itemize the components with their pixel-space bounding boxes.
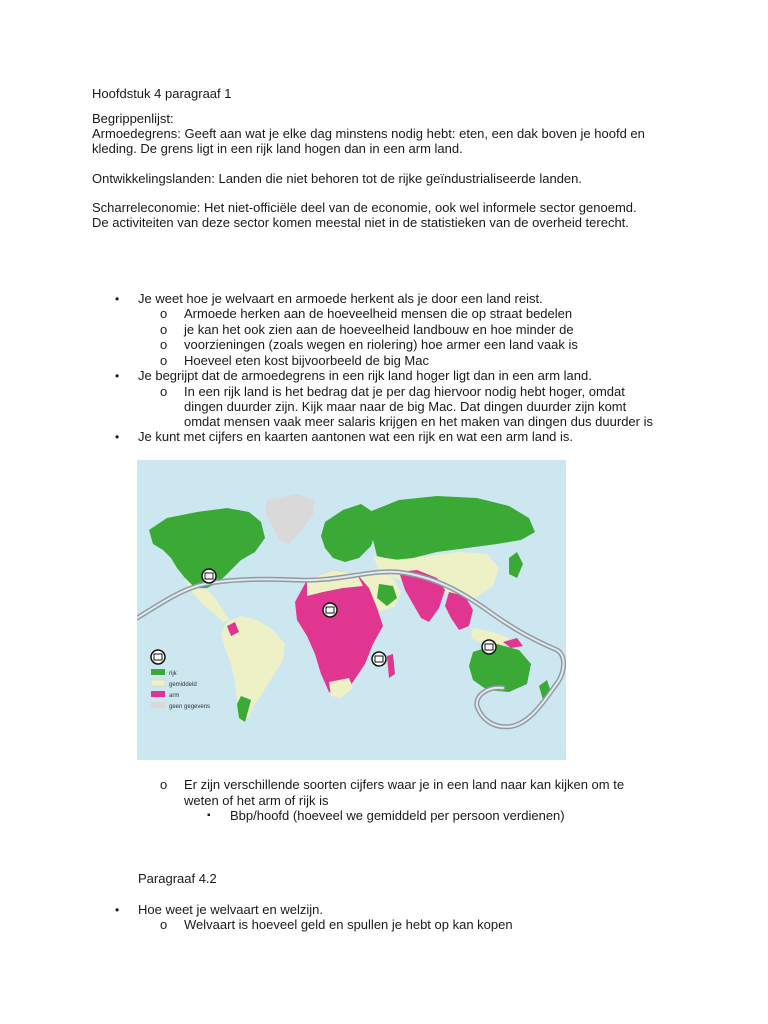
definition-armoedegrens-cont: kleding. De grens ligt in een rijk land hogen dan in een arm land. bbox=[92, 141, 463, 156]
section-heading: Paragraaf 4.2 bbox=[138, 871, 217, 886]
definition-armoedegrens: Armoedegrens: Geeft aan wat je elke dag minstens nodig hebt: eten, een dak boven je hoofd en bbox=[92, 126, 645, 141]
bullet-item: Je weet hoe je welvaart en armoede herkent als je door een land reist. bbox=[138, 291, 543, 306]
definition-ontwikkelingslanden: Ontwikkelingslanden: Landen die niet behoren tot de rijke geïndustrialiseerde landen. bbox=[92, 171, 582, 186]
legend-swatch-rijk bbox=[151, 669, 165, 675]
image-marker-icon[interactable] bbox=[202, 569, 216, 583]
image-marker-icon[interactable] bbox=[372, 652, 386, 666]
sub-bullet-marker: o bbox=[160, 777, 168, 792]
sub-bullet-marker: o bbox=[160, 306, 168, 321]
sub-bullet-item: Welvaart is hoeveel geld en spullen je hebt op kan kopen bbox=[184, 917, 513, 932]
bullet-marker: • bbox=[115, 292, 120, 306]
legend-label: gemiddeld bbox=[169, 682, 197, 688]
sub-bullet-item: voorzieningen (zoals wegen en riolering) hoe armer een land vaak is bbox=[184, 337, 578, 352]
image-marker-icon[interactable] bbox=[482, 640, 496, 654]
glossary-title: Begrippenlijst: bbox=[92, 111, 174, 126]
bullet-item: Je kunt met cijfers en kaarten aantonen wat een rijk en wat een arm land is. bbox=[138, 429, 574, 444]
sub-sub-bullet-marker: ▪ bbox=[207, 810, 211, 821]
image-marker-icon[interactable] bbox=[151, 650, 165, 664]
definition-scharreleconomie-cont: De activiteiten van deze sector komen meestal niet in de statistieken van de overheid terecht. bbox=[92, 215, 629, 230]
sub-bullet-item-cont: weten of het arm of rijk is bbox=[184, 793, 329, 808]
sub-bullet-item: In een rijk land is het bedrag dat je per dag hiervoor nodig hebt hoger, omdat bbox=[184, 384, 625, 399]
legend-swatch-gemiddeld bbox=[151, 680, 165, 686]
bullet-item: Je begrijpt dat de armoedegrens in een rijk land hoger ligt dan in een arm land. bbox=[138, 368, 592, 383]
sub-bullet-item: Hoeveel eten kost bijvoorbeeld de big Mac bbox=[184, 353, 429, 368]
sub-bullet-marker: o bbox=[160, 917, 168, 932]
world-prosperity-map bbox=[137, 460, 566, 760]
legend-swatch-arm bbox=[151, 691, 165, 697]
page-heading: Hoofdstuk 4 paragraaf 1 bbox=[92, 86, 232, 101]
sub-sub-bullet-item: Bbp/hoofd (hoeveel we gemiddeld per persoon verdienen) bbox=[230, 808, 565, 823]
legend-label: arm bbox=[169, 693, 180, 699]
sub-bullet-item: je kan het ook zien aan de hoeveelheid landbouw en hoe minder de bbox=[184, 322, 574, 337]
sub-bullet-item: Er zijn verschillende soorten cijfers waar je in een land naar kan kijken om te bbox=[184, 777, 625, 792]
sub-bullet-marker: o bbox=[160, 384, 168, 399]
image-marker-icon[interactable] bbox=[323, 603, 337, 617]
sub-bullet-marker: o bbox=[160, 322, 168, 337]
sub-bullet-item: Armoede herken aan de hoeveelheid mensen die op straat bedelen bbox=[184, 306, 573, 321]
sub-bullet-item-cont: dingen duurder zijn. Kijk maar naar de big Mac. Dat dingen duurder zijn komt bbox=[184, 399, 627, 414]
definition-scharreleconomie: Scharreleconomie: Het niet-officiële deel van de economie, ook wel informele sector genoemd. bbox=[92, 200, 637, 215]
legend-swatch-geen-gegevens bbox=[151, 702, 165, 708]
sub-bullet-marker: o bbox=[160, 337, 168, 352]
sub-bullet-marker: o bbox=[160, 353, 168, 368]
map-graphic bbox=[137, 460, 566, 760]
bullet-item: Hoe weet je welvaart en welzijn. bbox=[138, 902, 323, 917]
sub-bullet-item-cont: omdat mensen vaak meer salaris krijgen en het maken van dingen dus duurder is bbox=[184, 414, 653, 429]
bullet-marker: • bbox=[115, 903, 120, 917]
legend-label: rijk bbox=[169, 671, 177, 677]
bullet-marker: • bbox=[115, 369, 120, 383]
legend-label: geen gegevens bbox=[169, 704, 211, 710]
bullet-marker: • bbox=[115, 430, 120, 444]
